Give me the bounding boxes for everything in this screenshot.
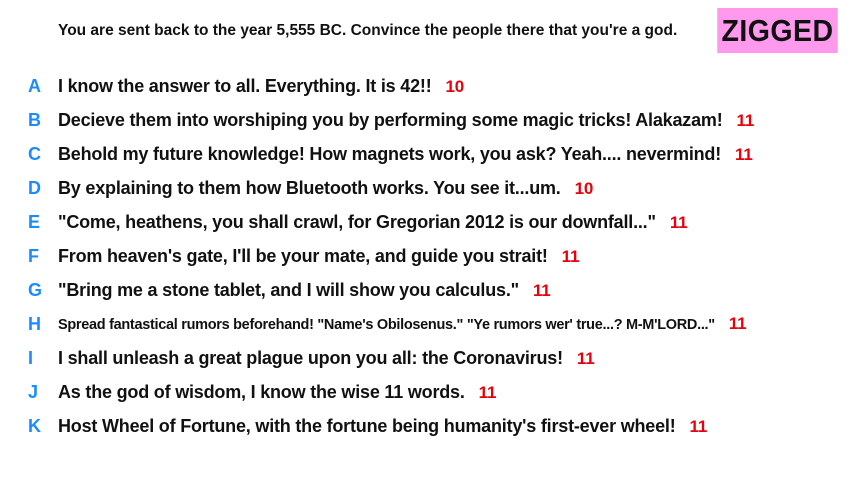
answer-score: 11 [669, 212, 688, 232]
answer-letter: A [28, 75, 41, 96]
answer-score: 11 [736, 110, 755, 130]
answer-score: 11 [478, 382, 497, 402]
answer-score: 10 [574, 178, 594, 198]
answer-score: 10 [445, 76, 465, 96]
answer-score: 11 [561, 246, 580, 266]
answer-text: I shall unleash a great plague upon you all: the Coronavirus! 11 [58, 347, 595, 368]
answer-text: By explaining to them how Bluetooth works. You see it...um. 10 [58, 177, 594, 198]
answer-letter: I [28, 347, 34, 368]
answer-letter: C [28, 143, 41, 164]
answer-letter: K [28, 415, 41, 436]
answer-score: 11 [735, 144, 753, 164]
prompt-text: You are sent back to the year 5,555 BC. Convince the people there that you're a god. [58, 22, 678, 39]
answer-text: "Bring me a stone tablet, and I will show you calculus." 11 [58, 279, 551, 300]
answer-score: 11 [532, 280, 551, 300]
answer-letter: G [28, 279, 43, 300]
answer-text: I know the answer to all. Everything. It is 42!! 10 [58, 75, 465, 96]
answer-letter: E [28, 211, 41, 232]
answer-text: From heaven's gate, I'll be your mate, and guide you strait! 11 [58, 245, 580, 266]
answer-text: Decieve them into worshiping you by performing some magic tricks! Alakazam! 11 [58, 109, 755, 130]
answer-text: As the god of wisdom, I know the wise 11 words. 11 [58, 381, 497, 402]
zigged-logo: ZIGGED [717, 8, 838, 53]
answer-text: Spread fantastical rumors beforehand! "Name's Obilosenus." "Ye rumors wer' true...? M-M'LORD..." 11 [58, 314, 747, 333]
answer-score: 11 [728, 314, 747, 333]
answer-letter: J [28, 381, 39, 402]
answer-score: 11 [576, 348, 595, 368]
answer-text: Behold my future knowledge! How magnets work, you ask? Yeah.... nevermind! 11 [58, 143, 753, 164]
answer-letter: B [28, 109, 41, 130]
answer-letter: D [28, 177, 41, 198]
answer-letter: F [28, 245, 39, 266]
answer-score: 11 [689, 416, 708, 436]
answer-letter: H [28, 313, 41, 334]
answer-text: Host Wheel of Fortune, with the fortune being humanity's first-ever wheel! 11 [58, 415, 708, 436]
answer-text: "Come, heathens, you shall crawl, for Gregorian 2012 is our downfall..." 11 [58, 211, 688, 232]
